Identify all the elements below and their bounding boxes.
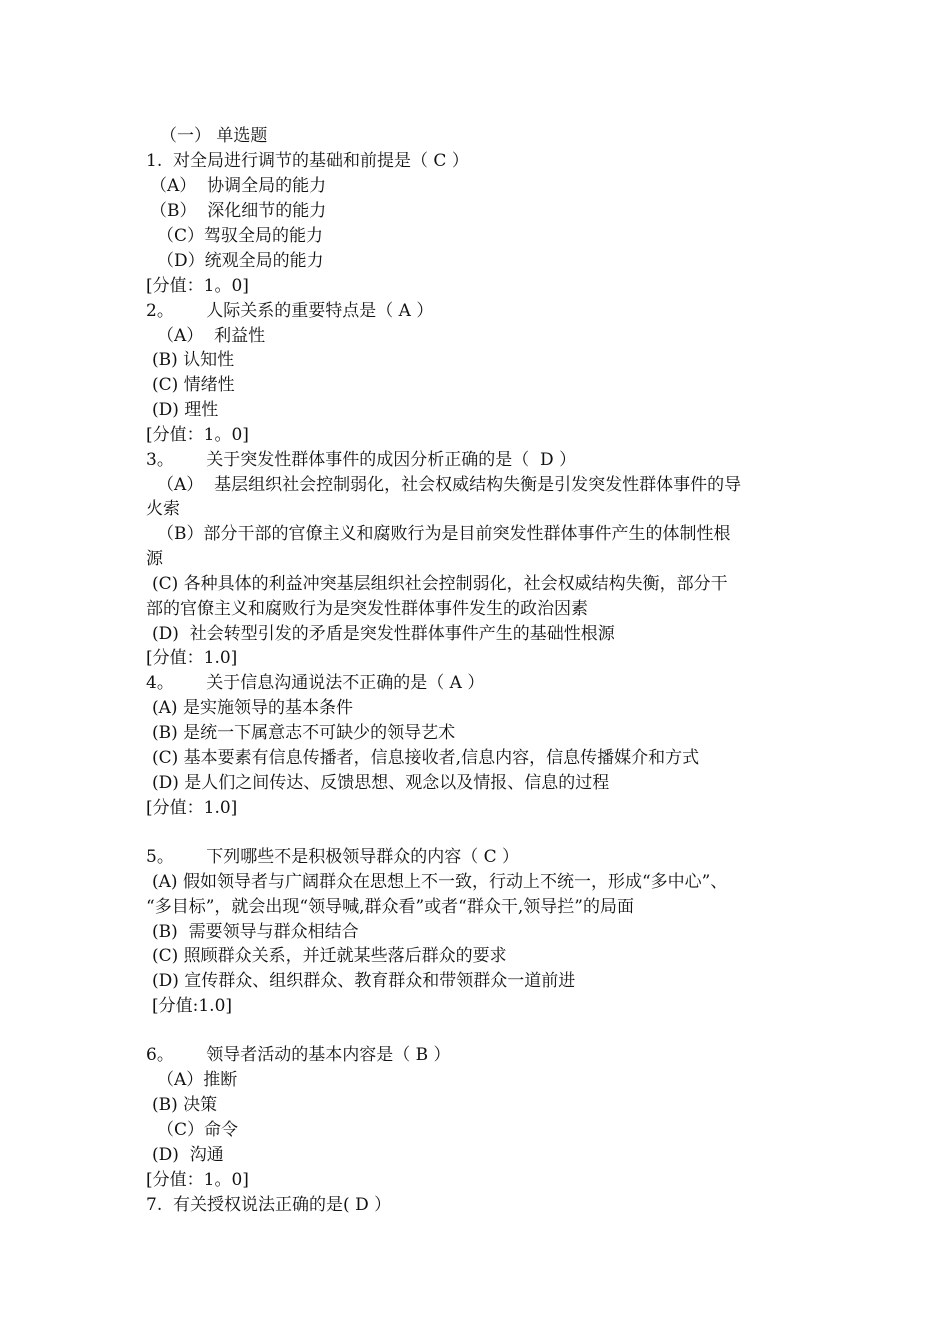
question-1-score: [分值：1。0] bbox=[146, 276, 249, 296]
question-3-option-d: (D) 社会转型引发的矛盾是突发性群体事件产生的基础性根源 bbox=[152, 624, 615, 644]
question-4-option-c: (C) 基本要素有信息传播者，信息接收者,信息内容，信息传播媒介和方式 bbox=[152, 748, 700, 768]
question-6-score: [分值：1。0] bbox=[146, 1170, 249, 1190]
question-4-option-d: (D) 是人们之间传达、反馈思想、观念以及情报、信息的过程 bbox=[152, 773, 610, 793]
question-1-option-c: （C）驾驭全局的能力 bbox=[157, 226, 324, 246]
question-2-option-a: （A） 利益性 bbox=[157, 326, 266, 346]
question-3-option-c: (C) 各种具体的利益冲突基层组织社会控制弱化，社会权威结构失衡，部分干 bbox=[152, 574, 728, 594]
question-1-option-a: （A） 协调全局的能力 bbox=[150, 176, 327, 196]
question-2-stem: 2。 人际关系的重要特点是（ A ） bbox=[146, 301, 434, 321]
question-1-stem: 1. 对全局进行调节的基础和前提是（ C ） bbox=[146, 151, 469, 171]
question-2-score: [分值：1。0] bbox=[146, 425, 249, 445]
question-6-option-a: （A）推断 bbox=[157, 1070, 238, 1090]
question-3-option-b-cont: 源 bbox=[146, 549, 163, 569]
question-6-option-c: （C）命令 bbox=[157, 1120, 239, 1140]
question-2-option-b: (B) 认知性 bbox=[152, 350, 235, 370]
question-3-score: [分值：1.0] bbox=[146, 648, 238, 668]
question-5-option-c: (C) 照顾群众关系，并迁就某些落后群众的要求 bbox=[152, 946, 507, 966]
question-1-option-d: （D）统观全局的能力 bbox=[157, 251, 324, 271]
question-4-stem: 4。 关于信息沟通说法不正确的是（ A ） bbox=[146, 673, 485, 693]
question-5-option-d: (D) 宣传群众、组织群众、教育群众和带领群众一道前进 bbox=[152, 971, 576, 991]
question-4-option-b: (B) 是统一下属意志不可缺少的领导艺术 bbox=[152, 723, 456, 743]
question-2-option-c: (C) 情绪性 bbox=[152, 375, 235, 395]
question-6-option-b: (B) 决策 bbox=[152, 1095, 218, 1115]
question-3-option-b: （B）部分干部的官僚主义和腐败行为是目前突发性群体事件产生的体制性根 bbox=[157, 524, 731, 544]
question-3-option-a: （A） 基层组织社会控制弱化，社会权威结构失衡是引发突发性群体事件的导 bbox=[157, 475, 742, 495]
question-5-option-b: (B) 需要领导与群众相结合 bbox=[152, 922, 359, 942]
question-5-option-a-cont: “多目标”，就会出现“领导喊,群众看”或者“群众干,领导拦”的局面 bbox=[146, 897, 634, 917]
question-2-option-d: (D) 理性 bbox=[152, 400, 219, 420]
question-4-score: [分值：1.0] bbox=[146, 798, 238, 818]
question-5-stem: 5。 下列哪些不是积极领导群众的内容（ C ） bbox=[146, 847, 520, 867]
question-3-option-c-cont: 部的官僚主义和腐败行为是突发性群体事件发生的政治因素 bbox=[146, 599, 588, 619]
question-7-stem: 7. 有关授权说法正确的是( D ） bbox=[146, 1195, 392, 1215]
section-heading: （一） 单选题 bbox=[160, 126, 268, 146]
question-3-stem: 3。 关于突发性群体事件的成因分析正确的是（ D ） bbox=[146, 450, 577, 470]
question-5-option-a: (A) 假如领导者与广阔群众在思想上不一致，行动上不统一，形成“多中心”、 bbox=[152, 872, 728, 892]
question-6-stem: 6。 领导者活动的基本内容是（ B ） bbox=[146, 1045, 451, 1065]
question-5-score: [分值:1.0] bbox=[152, 996, 233, 1016]
question-1-option-b: （B） 深化细节的能力 bbox=[150, 201, 327, 221]
question-4-option-a: (A) 是实施领导的基本条件 bbox=[152, 698, 353, 718]
question-3-option-a-cont: 火索 bbox=[146, 499, 180, 519]
question-6-option-d: (D) 沟通 bbox=[152, 1145, 224, 1165]
